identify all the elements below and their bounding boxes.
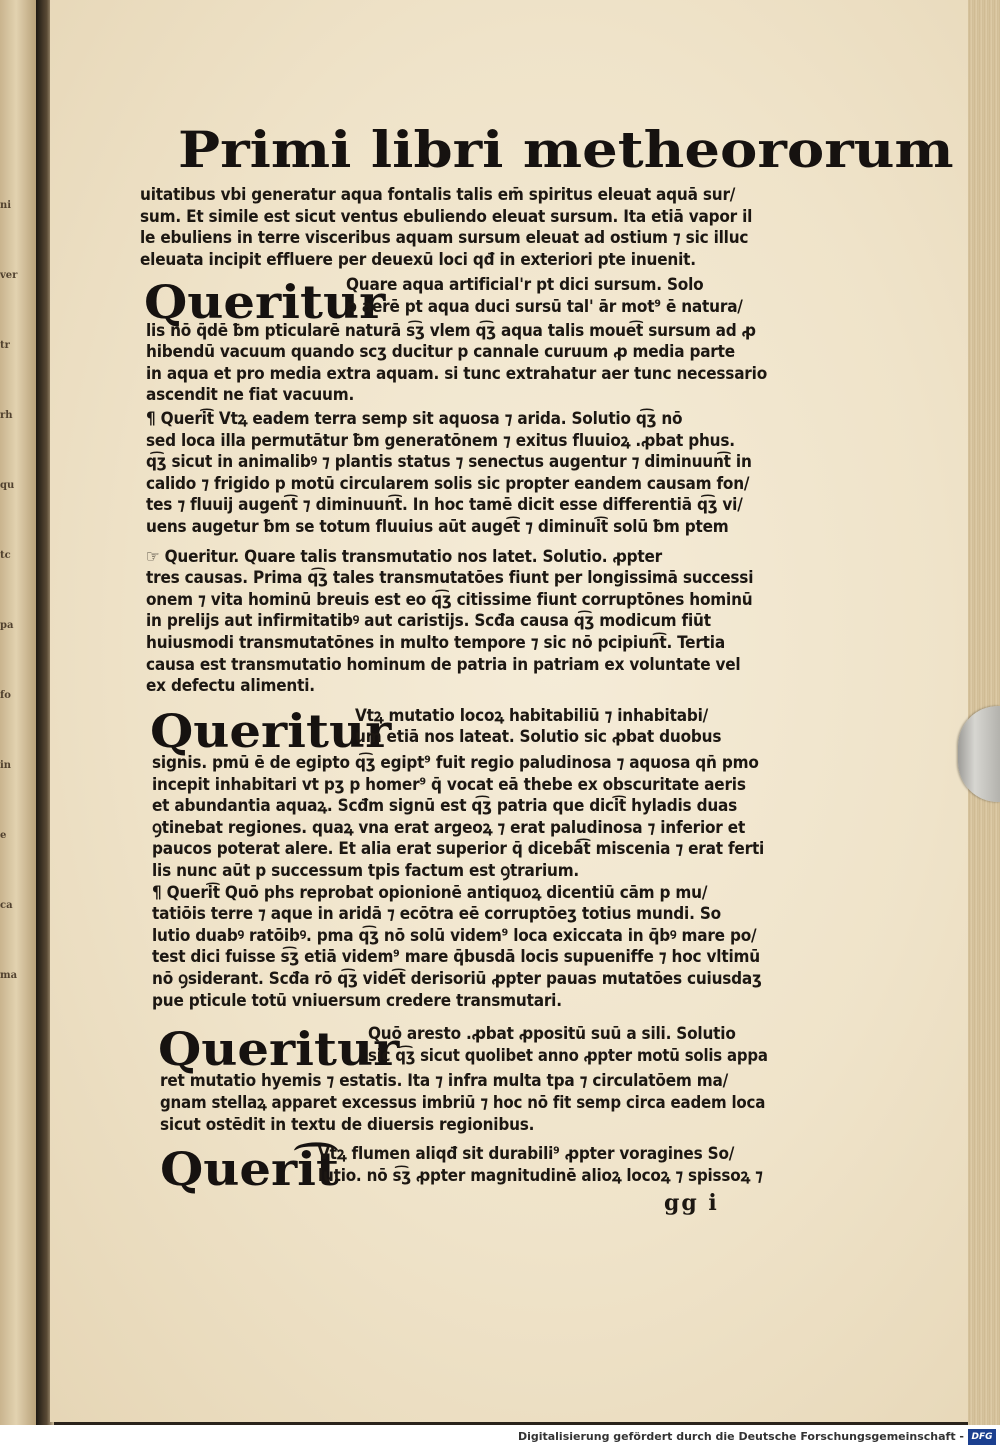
text-line: uens augetur ƀm se totum fluuius aūt auge͡t ⁊ diminui͡t solū ƀm ptem	[146, 517, 729, 537]
previous-page-fragment: ver	[0, 270, 18, 281]
text-line: ¶ Queri͡t Quō phs reprobat opionionē antiquoꝝ dicentiū cām p mu/	[152, 882, 708, 903]
previous-page-fragment: rh	[0, 410, 13, 421]
previous-page-fragment: ma	[0, 970, 18, 981]
text-line: onem ⁊ vita hominū breuis est eo q͡ʒ citissime fiunt corruptōnes hominū	[146, 589, 753, 610]
text-line: lis nunc aūt p successum tpis factum est ꝯtrarium.	[152, 861, 580, 881]
text-line: p aerē pt aqua duci sursū tal' ār mot⁹ ē natura/	[346, 297, 743, 317]
text-line: ¶ Queri͡t Vtꝝ eadem terra semp sit aquosa ⁊ arida. Solutio q͡ʒ nō	[146, 409, 683, 429]
previous-page-fragment: e	[0, 830, 7, 841]
previous-page-fragment: in	[0, 760, 12, 771]
text-line: sic q͡ʒ sicut quolibet anno ꝓpter motū solis appa	[368, 1045, 768, 1066]
text-line: lis nō q̄dē ƀm pticularē naturā s͡ʒ vlem q͡ʒ aqua talis moue͡t sursum ad ꝓ	[146, 320, 756, 341]
text-line: paucos poterat alere. Et alia erat superior q̄ dicebā͡t miscenia ⁊ erat ferti	[152, 839, 765, 860]
text-line: incepit inhabitari vt pʒ p homer⁹ q̄ vocat eā thebe ex obscuritate aeris	[152, 774, 746, 795]
text-line: ret mutatio hyemis ⁊ estatis. Ita ⁊ infra multa tpa ⁊ circulatōem ma/	[160, 1071, 729, 1092]
text-line: le ebuliens in terre visceribus aquam sursum eleuat ad ostium ⁊ sic illuc	[140, 228, 749, 249]
text-line: gnam stellaꝝ apparet excessus imbriū ⁊ hoc nō fit semp circa eadem loca	[160, 1093, 766, 1113]
text-line: ex defectu alimenti.	[146, 676, 315, 697]
text-line: sed loca illa permutātur ƀm generatōnem ⁊ exitus fluuioꝝ .ꝓbat phus.	[146, 430, 735, 451]
text-line: sum. Et simile est sicut ventus ebuliendo eleuat sursum. Ita etiā vapor il	[140, 206, 753, 227]
previous-page-fragment: tr	[0, 340, 10, 351]
text-line: Quare aqua artificial'r pt dici sursum. Solo	[346, 275, 704, 296]
text-line: lutio. nō s͡ʒ ꝓpter magnitudinē alioꝝ locoꝝ ⁊ spissoꝝ ⁊	[318, 1165, 763, 1186]
footer-bar	[0, 1425, 1000, 1450]
text-line: ꝯtinebat regiones. quaꝝ vna erat argeoꝝ ⁊ erat paludinosa ⁊ inferior et	[152, 817, 746, 838]
text-line: in aqua et pro media extra aquam. si tunc extrahatur aer tunc necessario	[146, 363, 768, 384]
text-line: et abundantia aquaꝝ. Scđm signū est q͡ʒ patria que dici͡t hyladis duas	[152, 796, 738, 817]
text-line: tatiōis terre ⁊ aque in aridā ⁊ ecōtra eē corruptōeʒ totius mundi. So	[152, 904, 721, 925]
previous-page-fragment: ca	[0, 900, 13, 911]
text-line: ascendit ne fiat vacuum.	[146, 385, 355, 406]
text-line: lutio duabꝰ ratōibꝰ. pma q͡ʒ nō solū videm⁹ loca exiccata in q̄bꝰ mare po/	[152, 925, 757, 946]
text-line: uitatibus vbi generatur aqua fontalis talis em̄ spiritus eleuat aquā sur/	[140, 185, 736, 205]
queritur-heading: Queritur	[150, 703, 392, 758]
text-line: in prelijs aut infirmitatibꝰ aut caristijs. Scđa causa q͡ʒ modicum fiūt	[146, 611, 711, 632]
text-line: Vtꝝ flumen aliqđ sit durabili⁹ ꝓpter voragines So/	[318, 1144, 735, 1165]
previous-page-fragment: qu	[0, 480, 15, 491]
text-line: tres causas. Prima q͡ʒ tales transmutatōes fiunt per longissimā successi	[146, 568, 754, 589]
queritur-heading: Queritur	[158, 1022, 400, 1077]
previous-page-fragment: pa	[0, 620, 14, 631]
text-line: q͡ʒ sicut in animalibꝰ ⁊ plantis status ⁊ senectus augentur ⁊ diminuun͡t in	[146, 452, 752, 473]
page-title: Primi libri metheororum	[178, 120, 954, 179]
text-line: um etiā nos lateat. Solutio sic ꝓbat duobus	[355, 727, 722, 748]
text-line: ☞ Queritur. Quare talis transmutatio nos latet. Solutio. ꝓpter	[146, 546, 663, 567]
text-line: pue pticule totū vniuersum credere transmutari.	[152, 990, 562, 1011]
queritur-heading: Queri͡t	[160, 1142, 340, 1197]
text-line: causa est transmutatio hominum de patria in patriam ex voluntate vel	[146, 654, 741, 675]
text-line: signis. pmū ē de egipto q͡ʒ egipt⁹ fuit regio paludinosa ⁊ aquosa qn̄ pmo	[152, 753, 759, 773]
text-line: tes ⁊ fluuij augen͡t ⁊ diminuun͡t. In hoc tamē dicit esse differentiā q͡ʒ vi/	[146, 495, 743, 516]
queritur-heading: Queritur	[144, 275, 386, 330]
text-line: sicut ostēdit in textu de diuersis regionibus.	[160, 1114, 535, 1135]
text-line: Vtꝝ mutatio locoꝝ habitabiliū ⁊ inhabitabi/	[355, 705, 708, 726]
footer-credit: Digitalisierung gefördert durch die Deutsche Forschungsgemeinschaft -	[517, 1430, 964, 1443]
text-line: eleuata incipit effluere per deuexū loci qđ in exteriori pte inuenit.	[140, 249, 696, 270]
dfg-logo: DFG	[968, 1429, 996, 1445]
folio-signature: gg i	[664, 1190, 719, 1216]
text-line: nō ꝯsiderant. Scđa rō q͡ʒ vide͡t derisoriū ꝓpter pauas mutatōes cuiusdaʒ	[152, 969, 762, 989]
text-line: Quō aresto .ꝓbat ꝓpositū suū a sili. Solutio	[368, 1024, 736, 1045]
previous-page-fragment: tc	[0, 550, 11, 561]
previous-page-fragment: fo	[0, 690, 11, 701]
text-line: test dici fuisse s͡ʒ etiā videm⁹ mare q̄busdā locis supueniffe ⁊ hoc vltimū	[152, 947, 760, 968]
previous-page-edge	[0, 0, 36, 1425]
text-line: hibendū vacuum quando scʒ ducitur p cannale curuum ꝓ media parte	[146, 342, 735, 363]
previous-page-fragment: ni	[0, 200, 12, 211]
text-line: huiusmodi transmutatōnes in multo tempore ⁊ sic nō pcipiun͡t. Tertia	[146, 633, 725, 653]
text-line: calido ⁊ frigido p motū circularem solis sic propter eandem causam fon/	[146, 473, 750, 494]
